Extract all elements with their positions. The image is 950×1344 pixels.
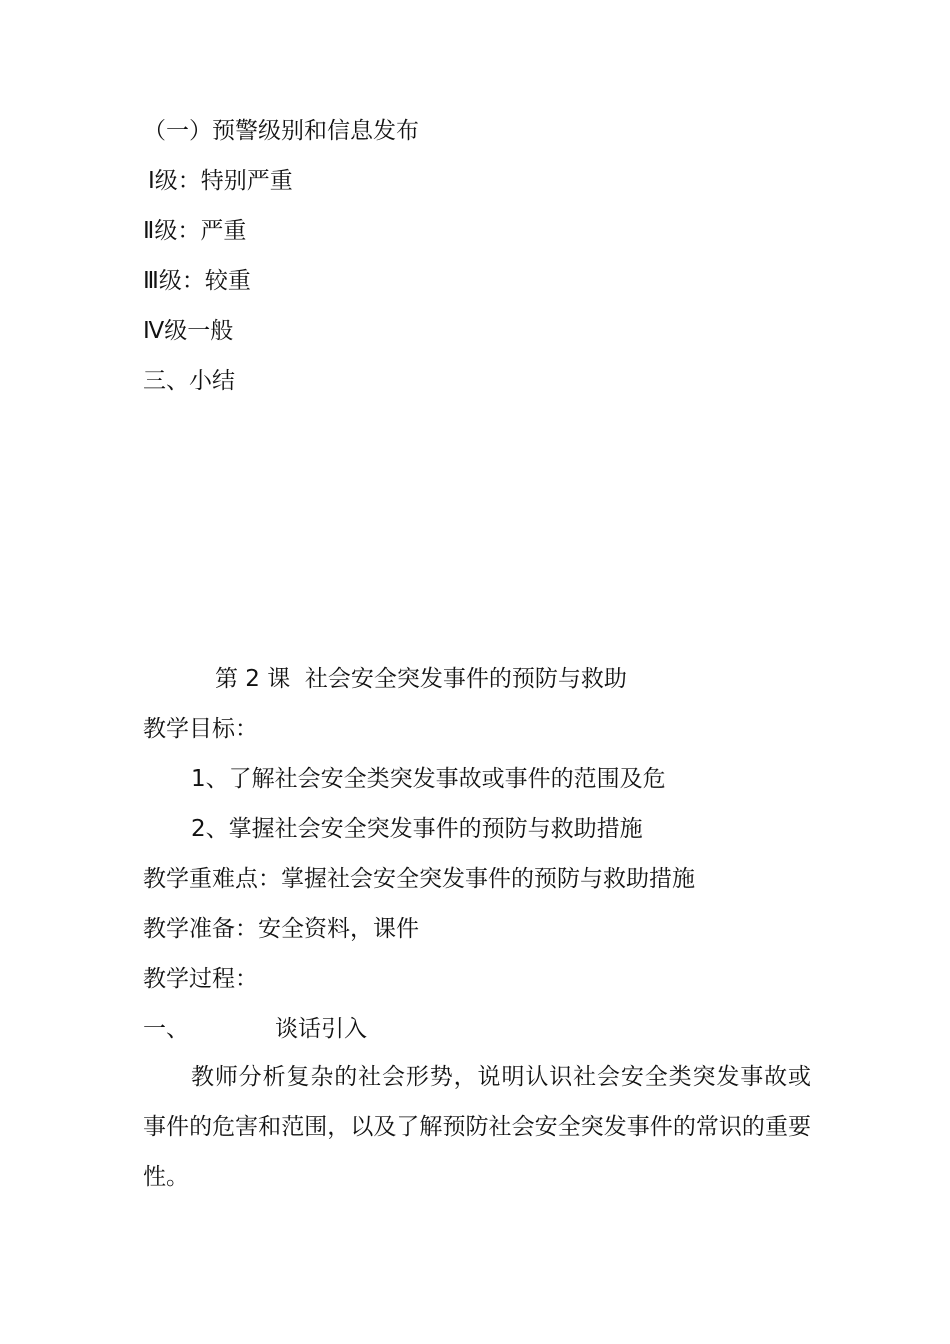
section-heading: （一）预警级别和信息发布 [143, 118, 419, 144]
goal-item-2: 2、掌握社会安全突发事件的预防与救助措施 [191, 816, 643, 842]
step-1-heading [143, 1014, 367, 1044]
level-3-line: Ⅲ级：较重 [143, 268, 251, 294]
step-1-number: 一、 [143, 1016, 189, 1042]
level-2-line: Ⅱ级：严重 [143, 218, 247, 244]
level-4-line: Ⅳ级一般 [143, 318, 234, 344]
summary-heading: 三、小结 [143, 368, 235, 394]
process-label: 教学过程： [143, 966, 258, 992]
step-1-paragraph: 教师分析复杂的社会形势，说明认识社会安全类突发事故或事件的危害和范围，以及了解预防社会安全突发事件的常识的重要性。 [143, 1064, 811, 1190]
step-1-title: 谈话引入 [275, 1016, 367, 1042]
goals-label: 教学目标： [143, 716, 258, 742]
key-points-line: 教学重难点：掌握社会安全突发事件的预防与救助措施 [143, 866, 695, 892]
level-1-line: Ⅰ级：特别严重 [148, 168, 293, 194]
goal-item-1: 1、了解社会安全类突发事故或事件的范围及危 [191, 766, 666, 792]
lesson-title: 第 2 课 社会安全突发事件的预防与救助 [215, 666, 627, 692]
preparation-line: 教学准备：安全资料，课件 [143, 916, 419, 942]
